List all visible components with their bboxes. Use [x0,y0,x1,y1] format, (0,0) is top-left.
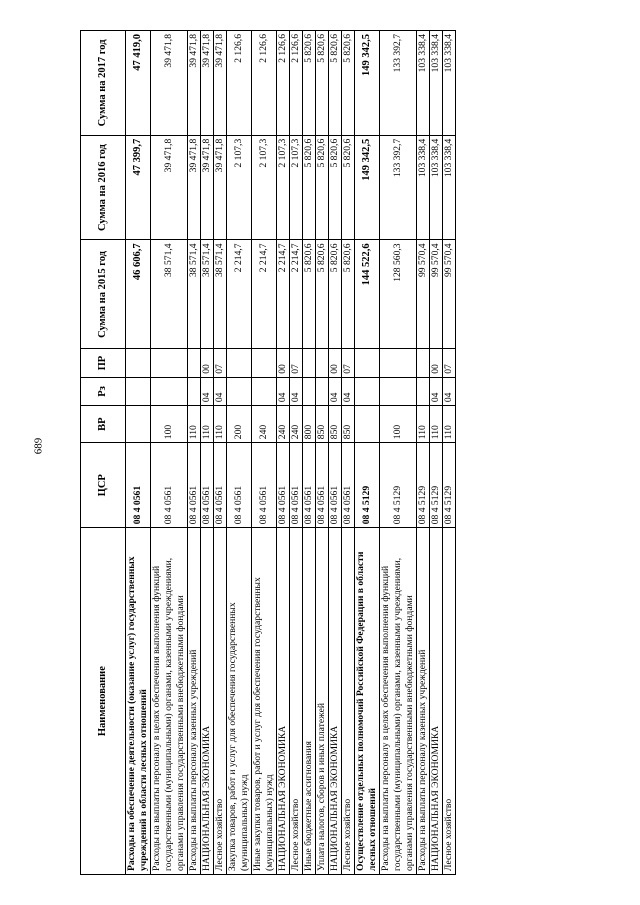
cell-sum-2017: 133 392,7 [380,31,417,136]
cell-pr [417,349,430,377]
cell-sum-2017: 2 126,6 [252,31,277,136]
cell-sum-2016: 2 107,3 [252,135,277,240]
cell-pr: 00 [329,349,342,377]
cell-sum-2015: 46 606,7 [126,240,151,349]
cell-sum-2015: 5 820,6 [329,240,342,349]
cell-name: Иные закупки товаров, работ и услуг для обеспечения государственных (муниципальных) нужд [252,528,277,875]
cell-pr [380,349,417,377]
cell-sum-2015: 144 522,6 [355,240,380,349]
cell-name: Лесное хозяйство [443,528,456,875]
cell-sum-2016: 103 338,4 [417,135,430,240]
cell-vr [355,406,380,443]
table-row [380,31,417,875]
cell-sum-2017: 39 471,8 [151,31,188,136]
cell-rz [188,377,201,405]
cell-pr: 07 [290,349,303,377]
cell-rz: 04 [443,377,456,405]
cell-csr: 08 4 0561 [126,443,151,528]
cell-name: Расходы на выплаты персоналу казенных учреждений [188,528,201,875]
cell-rz: 04 [430,377,443,405]
cell-rz [355,377,380,405]
cell-sum-2015: 5 820,6 [316,240,329,349]
col-vr-header: ВР [81,406,126,443]
cell-sum-2017: 103 338,4 [417,31,430,136]
cell-rz [380,377,417,405]
cell-sum-2017: 39 471,8 [214,31,227,136]
cell-csr: 08 4 0561 [252,443,277,528]
cell-sum-2015: 99 570,4 [417,240,430,349]
cell-sum-2015: 5 820,6 [342,240,355,349]
cell-sum-2015: 2 214,7 [290,240,303,349]
cell-sum-2016: 39 471,8 [188,135,201,240]
cell-rz: 04 [201,377,214,405]
col-2017-header: Сумма на 2017 год [81,31,126,136]
cell-sum-2016: 103 338,4 [443,135,456,240]
cell-sum-2016: 39 471,8 [201,135,214,240]
cell-csr: 08 4 0561 [214,443,227,528]
col-pr-header: ПР [81,349,126,377]
cell-sum-2017: 39 471,8 [188,31,201,136]
cell-pr: 07 [214,349,227,377]
cell-sum-2017: 2 126,6 [290,31,303,136]
table-row [227,31,252,875]
cell-vr [126,406,151,443]
cell-sum-2016: 2 107,3 [277,135,290,240]
cell-vr: 110 [188,406,201,443]
cell-csr: 08 4 0561 [342,443,355,528]
cell-pr: 00 [201,349,214,377]
budget-table [80,30,456,875]
table-row [126,31,151,875]
table-frame [80,30,640,871]
cell-sum-2017: 47 419,0 [126,31,151,136]
table-row [430,31,443,875]
table-row [443,31,456,875]
cell-sum-2015: 128 560,3 [380,240,417,349]
cell-pr [355,349,380,377]
cell-sum-2017: 5 820,6 [329,31,342,136]
cell-rz [316,377,329,405]
cell-sum-2016: 103 338,4 [430,135,443,240]
cell-csr: 08 4 0561 [316,443,329,528]
cell-csr: 08 4 0561 [188,443,201,528]
cell-csr: 08 4 0561 [290,443,303,528]
table-row [252,31,277,875]
cell-sum-2016: 47 399,7 [126,135,151,240]
cell-name: Уплата налогов, сборов и иных платежей [316,528,329,875]
cell-pr [188,349,201,377]
cell-name: НАЦИОНАЛЬНАЯ ЭКОНОМИКА [277,528,290,875]
table-row [329,31,342,875]
cell-vr: 850 [329,406,342,443]
cell-vr: 800 [303,406,316,443]
cell-pr [126,349,151,377]
cell-name: Лесное хозяйство [290,528,303,875]
cell-sum-2016: 133 392,7 [380,135,417,240]
cell-pr [252,349,277,377]
cell-pr: 00 [277,349,290,377]
col-name-header: Наименование [81,528,126,875]
cell-vr: 110 [214,406,227,443]
table-row [290,31,303,875]
cell-vr: 110 [417,406,430,443]
cell-vr: 110 [430,406,443,443]
cell-sum-2016: 5 820,6 [316,135,329,240]
cell-name: Расходы на выплаты персоналу в целях обеспечения выполнения функций государственными (муниципальными) органами, казенными учреждениями, органами управления государственными внебюджетными фондами [151,528,188,875]
cell-sum-2017: 103 338,4 [430,31,443,136]
cell-sum-2015: 2 214,7 [252,240,277,349]
cell-name: Закупка товаров, работ и услуг для обеспечения государственных (муниципальных) нужд [227,528,252,875]
cell-pr: 00 [430,349,443,377]
cell-name: Расходы на выплаты персоналу казенных учреждений [417,528,430,875]
table-body [126,31,456,875]
cell-name: НАЦИОНАЛЬНАЯ ЭКОНОМИКА [329,528,342,875]
table-row [342,31,355,875]
cell-csr: 08 4 0561 [201,443,214,528]
cell-name: НАЦИОНАЛЬНАЯ ЭКОНОМИКА [430,528,443,875]
cell-sum-2016: 5 820,6 [342,135,355,240]
cell-rz [252,377,277,405]
cell-rz [227,377,252,405]
cell-pr [316,349,329,377]
cell-sum-2017: 5 820,6 [342,31,355,136]
cell-vr: 240 [277,406,290,443]
cell-sum-2016: 39 471,8 [151,135,188,240]
table-row [417,31,430,875]
cell-sum-2017: 2 126,6 [227,31,252,136]
table-row [303,31,316,875]
cell-sum-2015: 5 820,6 [303,240,316,349]
table-row [201,31,214,875]
cell-sum-2016: 2 107,3 [290,135,303,240]
cell-rz [126,377,151,405]
cell-sum-2016: 39 471,8 [214,135,227,240]
cell-sum-2016: 5 820,6 [303,135,316,240]
cell-sum-2017: 103 338,4 [443,31,456,136]
col-rz-header: Рз [81,377,126,405]
cell-vr: 100 [380,406,417,443]
cell-name: Осуществление отдельных полномочий Российской Федерации в области лесных отношений [355,528,380,875]
table-row [188,31,201,875]
col-2016-header: Сумма на 2016 год [81,135,126,240]
header-row [81,31,126,875]
cell-sum-2017: 2 126,6 [277,31,290,136]
cell-rz: 04 [329,377,342,405]
cell-pr [227,349,252,377]
cell-sum-2017: 39 471,8 [201,31,214,136]
cell-vr: 240 [252,406,277,443]
cell-vr: 850 [342,406,355,443]
cell-sum-2016: 5 820,6 [329,135,342,240]
cell-csr: 08 4 0561 [329,443,342,528]
cell-vr: 110 [201,406,214,443]
cell-sum-2017: 5 820,6 [316,31,329,136]
cell-csr: 08 4 0561 [227,443,252,528]
cell-rz: 04 [290,377,303,405]
cell-pr: 07 [342,349,355,377]
cell-vr: 200 [227,406,252,443]
cell-name: Лесное хозяйство [342,528,355,875]
cell-name: НАЦИОНАЛЬНАЯ ЭКОНОМИКА [201,528,214,875]
col-csr-header: ЦСР [81,443,126,528]
cell-sum-2015: 99 570,4 [443,240,456,349]
cell-rz [303,377,316,405]
col-2015-header: Сумма на 2015 год [81,240,126,349]
cell-name: Лесное хозяйство [214,528,227,875]
cell-pr [303,349,316,377]
cell-rz: 04 [214,377,227,405]
cell-name: Иные бюджетные ассигнования [303,528,316,875]
table-row [151,31,188,875]
cell-rz [417,377,430,405]
cell-sum-2015: 2 214,7 [227,240,252,349]
cell-sum-2016: 149 342,5 [355,135,380,240]
cell-sum-2015: 38 571,4 [214,240,227,349]
cell-vr: 100 [151,406,188,443]
cell-vr: 240 [290,406,303,443]
cell-sum-2015: 38 571,4 [201,240,214,349]
cell-name: Расходы на выплаты персоналу в целях обеспечения выполнения функций государственными (муниципальными) органами, казенными учреждениями, органами управления государственными внебюджетными фондами [380,528,417,875]
table-row [214,31,227,875]
cell-sum-2017: 149 342,5 [355,31,380,136]
table-row [355,31,380,875]
cell-sum-2015: 99 570,4 [430,240,443,349]
cell-vr: 850 [316,406,329,443]
cell-rz: 04 [342,377,355,405]
cell-sum-2015: 38 571,4 [188,240,201,349]
cell-csr: 08 4 5129 [443,443,456,528]
cell-sum-2015: 2 214,7 [277,240,290,349]
cell-csr: 08 4 5129 [380,443,417,528]
cell-rz: 04 [277,377,290,405]
cell-pr [151,349,188,377]
cell-csr: 08 4 5129 [417,443,430,528]
cell-pr: 07 [443,349,456,377]
cell-name: Расходы на обеспечение деятельности (оказание услуг) государственных учреждений в области лесных отношений [126,528,151,875]
cell-csr: 08 4 0561 [151,443,188,528]
cell-csr: 08 4 5129 [355,443,380,528]
cell-vr: 110 [443,406,456,443]
cell-csr: 08 4 0561 [303,443,316,528]
table-row [316,31,329,875]
cell-csr: 08 4 0561 [277,443,290,528]
cell-sum-2015: 38 571,4 [151,240,188,349]
page-number: 689 [32,437,45,455]
cell-sum-2016: 2 107,3 [227,135,252,240]
cell-rz [151,377,188,405]
cell-sum-2017: 5 820,6 [303,31,316,136]
cell-csr: 08 4 5129 [430,443,443,528]
table-row [277,31,290,875]
